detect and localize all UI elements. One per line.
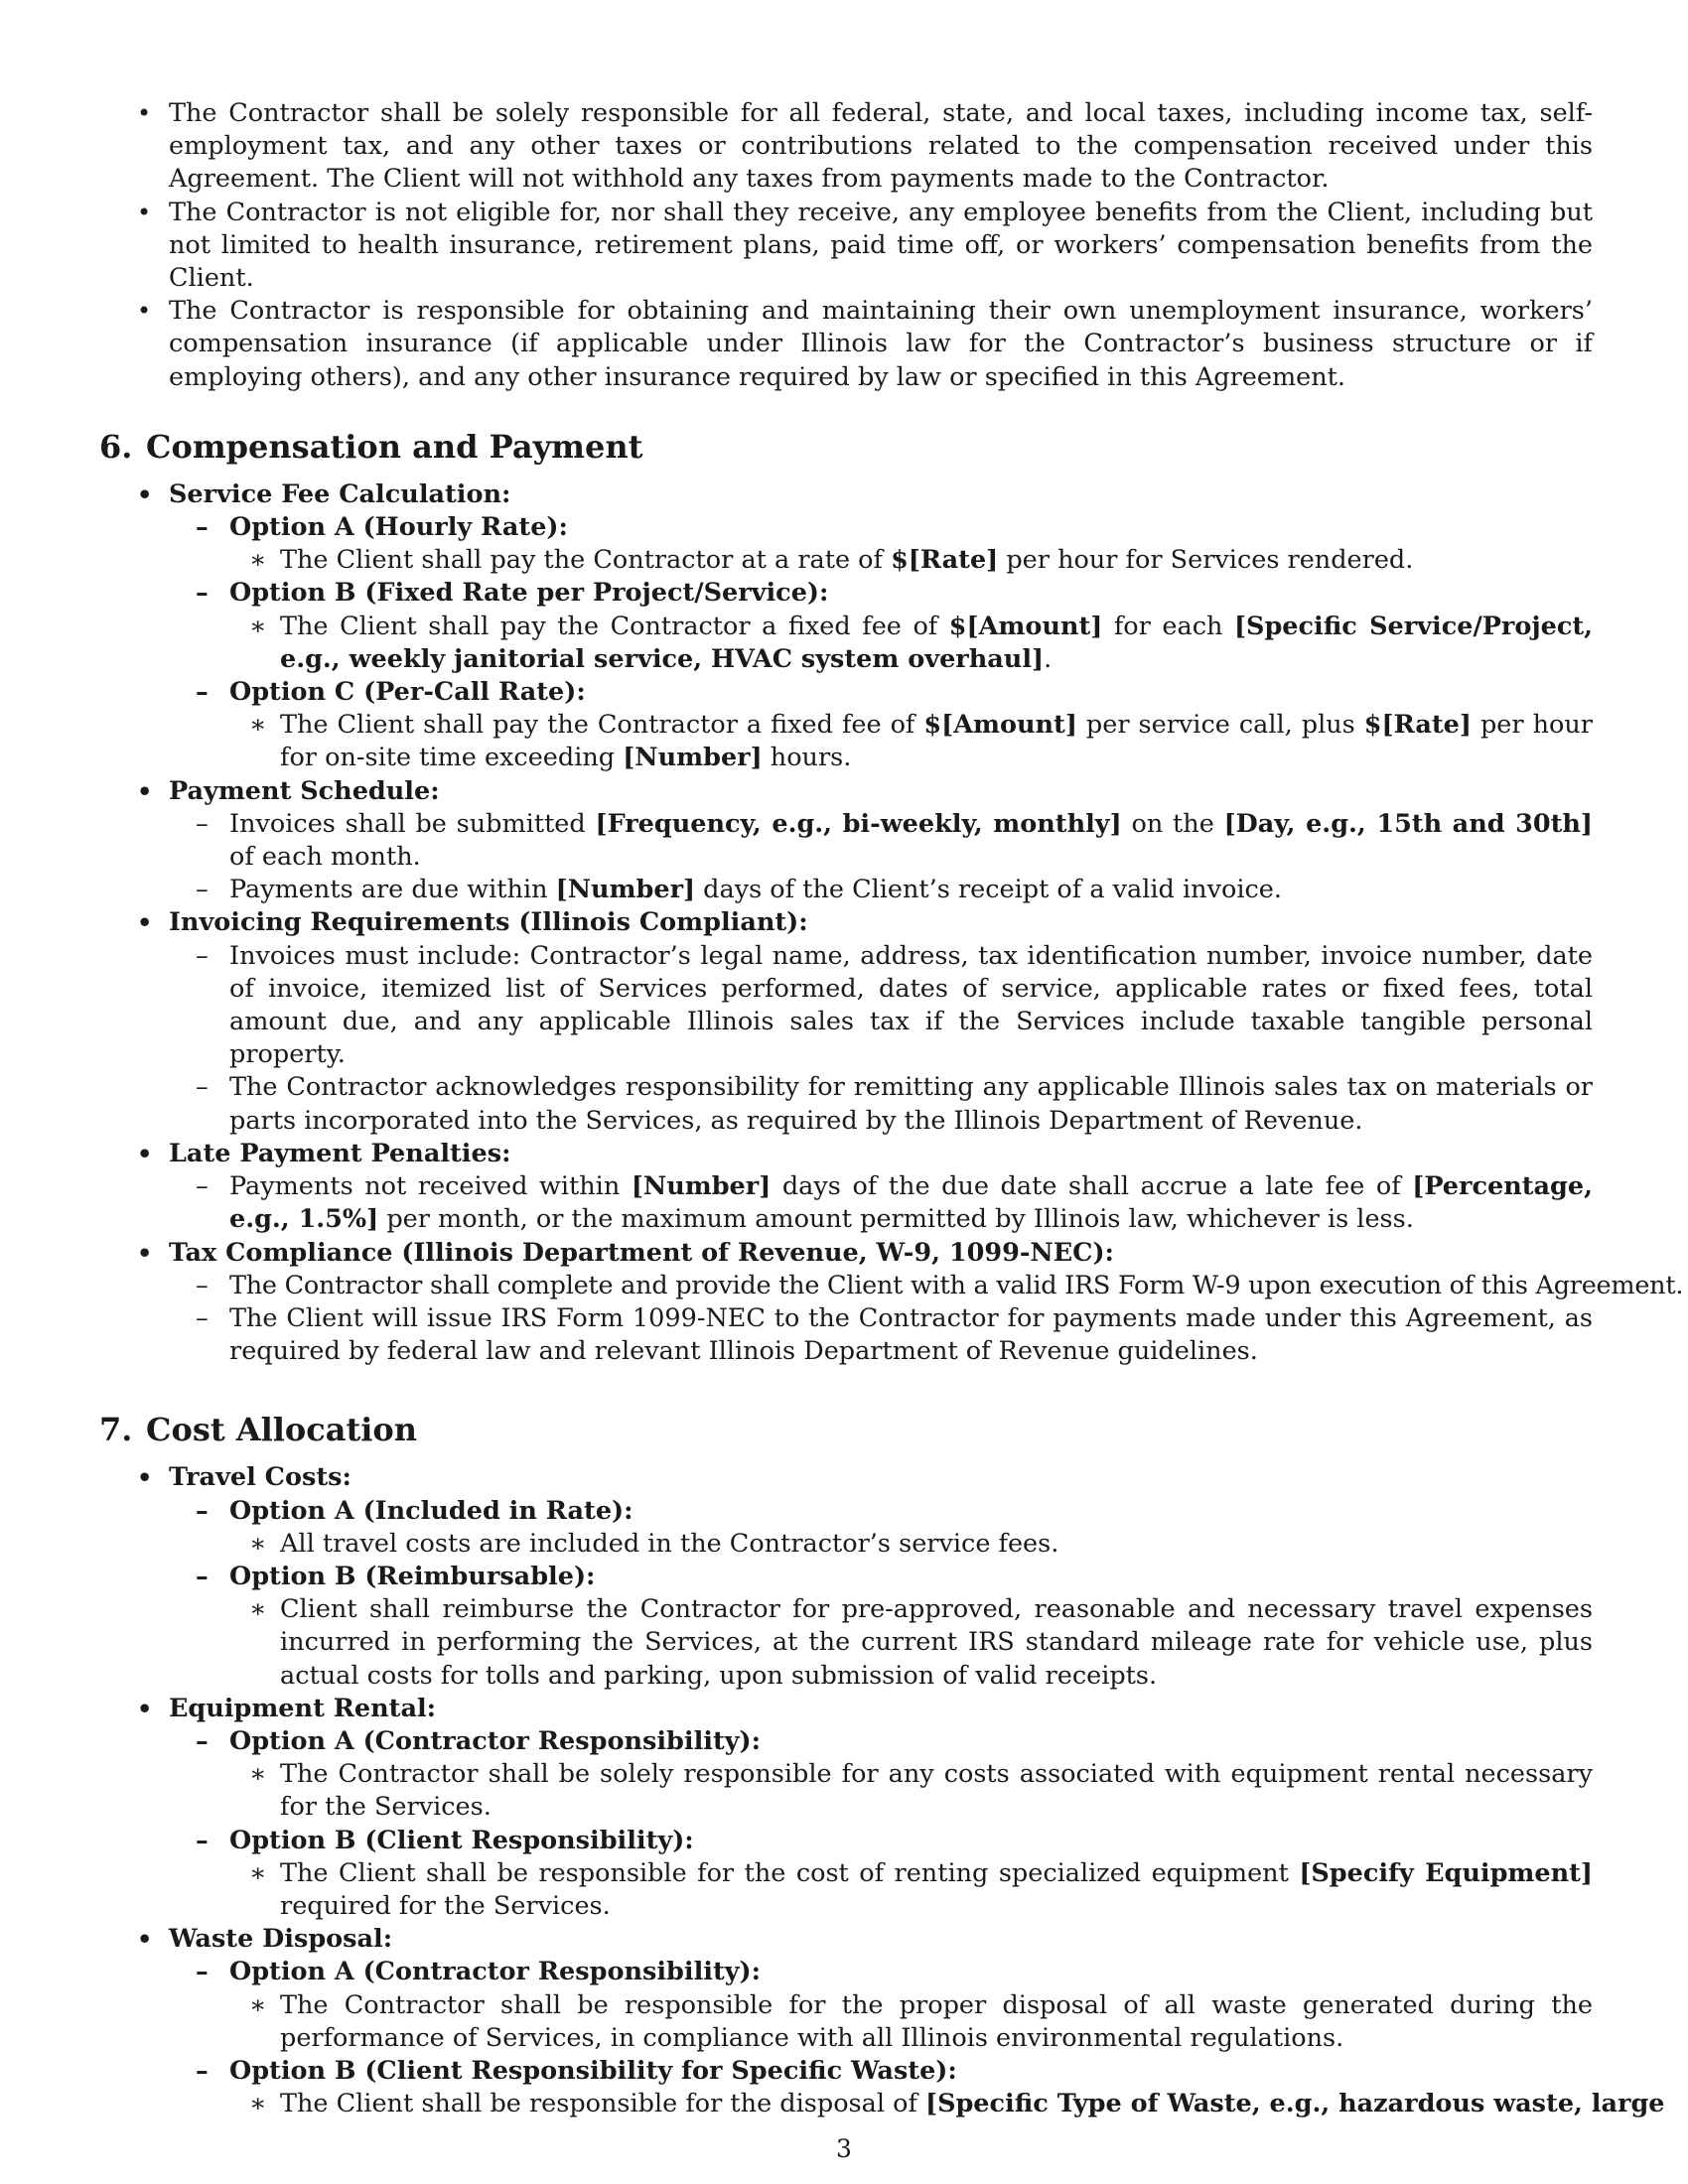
schedule-item: – Payments are due within [Number] days of the Client’s receipt of a valid invoice.: [99, 874, 1593, 906]
travel-option-a-label: – Option A (Included in Rate):: [99, 1495, 1593, 1528]
waste-option-a-text: ∗ The Contractor shall be responsible for the proper disposal of all waste generated during the performance of Services, in compliance with all Illinois environmental regulations.: [99, 1989, 1593, 2055]
option-b-label: – Option B (Fixed Rate per Project/Service):: [99, 577, 1593, 610]
list-item: • The Contractor is not eligible for, nor shall they receive, any employee benefits from the Client, including but not limited to health insurance, retirement plans, paid time off, or workers’ compensation benefits from the Client.: [99, 197, 1593, 296]
section-title: Compensation and Payment: [146, 427, 643, 466]
waste-option-a-label: – Option A (Contractor Responsibility):: [99, 1956, 1593, 1988]
equipment-option-a-text: ∗ The Contractor shall be solely responsible for any costs associated with equipment rental necessary for the Services.: [99, 1758, 1593, 1824]
travel-costs-label: • Travel Costs:: [99, 1461, 1593, 1494]
waste-disposal-label: • Waste Disposal:: [99, 1923, 1593, 1956]
travel-option-b-label: – Option B (Reimbursable):: [99, 1561, 1593, 1593]
tax-item: – The Client will issue IRS Form 1099-NEC to the Contractor for payments made under this Agreement, as required by federal law and relevant Illinois Department of Revenue guidelines.: [99, 1302, 1593, 1368]
equipment-option-b-label: – Option B (Client Responsibility):: [99, 1825, 1593, 1857]
tax-item: – The Contractor shall complete and provide the Client with a valid IRS Form W-9 upon execution of this Agreement.: [99, 1270, 1593, 1302]
invoicing-item: – Invoices must include: Contractor’s legal name, address, tax identification number, invoice number, date of invoice, itemized list of Services performed, dates of service, applicable rates or fixed fees, total amount due, and any applicable Illinois sales tax if the Services include taxable tangible personal property.: [99, 940, 1593, 1072]
waste-option-b-text: ∗ The Client shall be responsible for the disposal of [Specific Type of Waste, e.g., hazardous waste, large: [99, 2088, 1593, 2120]
list-item: • The Contractor shall be solely responsible for all federal, state, and local taxes, including income tax, self-employment tax, and any other taxes or contributions related to the compensation received under this Agreement. The Client will not withhold any taxes from payments made to the Contractor.: [99, 97, 1593, 197]
section-number: 7.: [99, 1411, 133, 1449]
page-number: 3: [836, 2134, 852, 2163]
travel-option-a-text: ∗ All travel costs are included in the Contractor’s service fees.: [99, 1528, 1593, 1561]
invoicing-item: – The Contractor acknowledges responsibility for remitting any applicable Illinois sales tax on materials or parts incorporated into the Services, as required by the Illinois Department of Revenue.: [99, 1071, 1593, 1137]
equipment-rental-label: • Equipment Rental:: [99, 1693, 1593, 1725]
section-title: Cost Allocation: [146, 1411, 417, 1449]
document-page: [99, 97, 1684, 2120]
schedule-item: – Invoices shall be submitted [Frequency, e.g., bi-weekly, monthly] on the [Day, e.g., 15th and 30th] of each month.: [99, 808, 1593, 874]
tax-compliance-label: • Tax Compliance (Illinois Department of Revenue, W-9, 1099-NEC):: [99, 1237, 1593, 1270]
waste-option-b-label: – Option B (Client Responsibility for Specific Waste):: [99, 2055, 1593, 2088]
equipment-option-b-text: ∗ The Client shall be responsible for the cost of renting specialized equipment [Specify Equipment] required for the Services.: [99, 1857, 1593, 1923]
travel-option-b-text: ∗ Client shall reimburse the Contractor for pre-approved, reasonable and necessary travel expenses incurred in performing the Services, at the current IRS standard mileage rate for vehicle use, plus actual costs for tolls and parking, upon submission of valid receipts.: [99, 1593, 1593, 1693]
option-a-label: – Option A (Hourly Rate):: [99, 511, 1593, 544]
service-fee-label: • Service Fee Calculation:: [99, 478, 1593, 511]
section-heading-cost-allocation: [99, 1410, 1593, 1449]
invoicing-label: • Invoicing Requirements (Illinois Compliant):: [99, 906, 1593, 939]
payment-schedule-label: • Payment Schedule:: [99, 775, 1593, 808]
section-number: 6.: [99, 427, 133, 466]
list-item: • The Contractor is responsible for obtaining and maintaining their own unemployment insurance, workers’ compensation insurance (if applicable under Illinois law for the Contractor’s business structure or if employing others), and any other insurance required by law or specified in this Agreement.: [99, 295, 1593, 394]
option-c-label: – Option C (Per-Call Rate):: [99, 676, 1593, 709]
section-heading-compensation: [99, 427, 1593, 467]
late-payment-item: – Payments not received within [Number] days of the due date shall accrue a late fee of [Percentage, e.g., 1.5%] per month, or the maximum amount permitted by Illinois law, whichever is less.: [99, 1170, 1593, 1236]
option-b-text: ∗ The Client shall pay the Contractor a fixed fee of $[Amount] for each [Specific Service/Project, e.g., weekly janitorial service, HVAC system overhaul].: [99, 611, 1593, 676]
late-payment-label: • Late Payment Penalties:: [99, 1138, 1593, 1170]
option-c-text: ∗ The Client shall pay the Contractor a fixed fee of $[Amount] per service call, plus $[Rate] per hour for on-site time exceeding [Number] hours.: [99, 709, 1593, 774]
equipment-option-a-label: – Option A (Contractor Responsibility):: [99, 1725, 1593, 1758]
option-a-text: ∗ The Client shall pay the Contractor at a rate of $[Rate] per hour for Services rendered.: [99, 544, 1593, 577]
